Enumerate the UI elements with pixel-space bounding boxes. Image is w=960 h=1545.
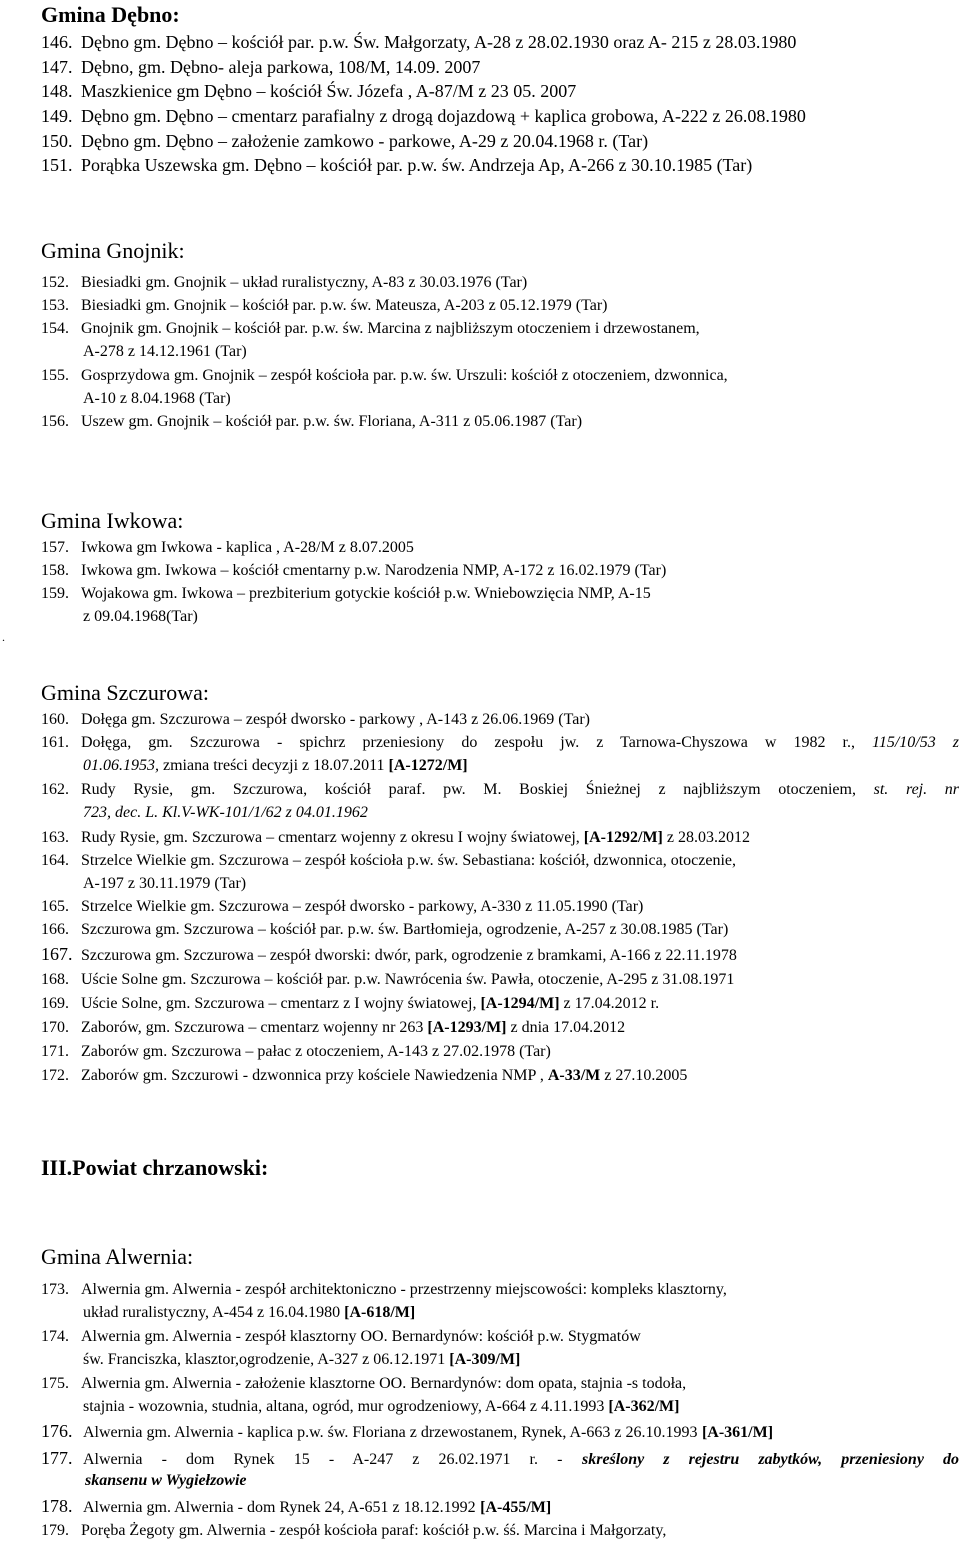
entry-number: 163.	[41, 829, 69, 846]
entry-text: Szczurowa gm. Szczurowa – kościół par. p.w. św. Bartłomieja, ogrodzenie, A-257 z 30.08.1985 (Tar)	[81, 921, 729, 938]
entry-text: Poręba Żegoty gm. Alwernia - zespół kościoła paraf: kościół p.w. śś. Marcina i Małgorzaty,	[81, 1522, 667, 1539]
entry-text: Alwernia gm. Alwernia - założenie klasztorne OO. Bernardynów: dom opata, stajnia -s todoła,	[81, 1375, 687, 1392]
register-number: [A-1272/M]	[388, 757, 468, 774]
entry-cont-text: układ ruralistyczny, A-454 z 16.04.1980	[83, 1304, 341, 1321]
entry-text: Gnojnik gm. Gnojnik – kościół par. p.w. św. Marcina z najbliższym otoczeniem i drzewostanem,	[81, 320, 700, 337]
entry-number: 152.	[41, 274, 69, 291]
register-number: [A-361/M]	[701, 1424, 774, 1441]
entry-164-continuation: A-197 z 30.11.1979 (Tar)	[83, 875, 247, 892]
entry-number: 179.	[41, 1522, 69, 1539]
entry-number: 176.	[41, 1421, 73, 1441]
entry-cont-italic: 723, dec. L. Kl.V-WK-101/1/62 z 04.01.1962	[83, 804, 368, 821]
register-number: [A-455/M]	[480, 1499, 552, 1516]
entry-number: 175.	[41, 1375, 69, 1392]
entry-173-continuation	[83, 1303, 415, 1323]
entry-number: 166.	[41, 921, 69, 938]
entry-number: 161.	[41, 734, 69, 751]
entry-166	[41, 920, 728, 940]
entry-168	[41, 970, 734, 990]
heading-gmina-gnojnik: Gmina Gnojnik:	[41, 238, 185, 263]
entry-text: Biesiadki gm. Gnojnik – układ ruralistyczny, A-83 z 30.03.1976 (Tar)	[81, 274, 528, 291]
register-number: [A-1294/M]	[480, 995, 560, 1012]
entry-number: 153.	[41, 297, 69, 314]
entry-text: Alwernia gm. Alwernia - kaplica p.w. św. Floriana z drzewostanem, Rynek, A-663 z 26.10.1993	[83, 1424, 698, 1441]
entry-number: 172.	[41, 1067, 69, 1084]
entry-cont-text: zmiana treści decyzji z 18.07.2011	[163, 757, 385, 774]
entry-177	[41, 1448, 959, 1470]
entry-149	[41, 106, 806, 126]
entry-number: 170.	[41, 1019, 69, 1036]
entry-159-continuation: z 09.04.1968(Tar)	[83, 608, 198, 625]
entry-159	[41, 584, 651, 604]
register-number: [A-1292/M]	[583, 829, 663, 846]
entry-174-continuation	[83, 1350, 520, 1370]
entry-text-tail: z 28.03.2012	[666, 829, 750, 846]
register-number: [A-362/M]	[608, 1398, 680, 1415]
entry-147	[41, 57, 480, 77]
entry-number: 151.	[41, 155, 73, 175]
entry-text: Rudy Rysie, gm. Szczurowa, kościół paraf. pw. M. Boskiej Śnieżnej z najbliższym otoczeniem,	[81, 781, 856, 798]
entry-cont-italic: 01.06.1953,	[83, 757, 159, 774]
register-number: A-33/M	[547, 1067, 601, 1084]
register-number: [A-618/M]	[344, 1304, 416, 1321]
entry-150	[41, 131, 648, 151]
entry-text: Iwkowa gm. Iwkowa – kościół cmentarny p.w. Narodzenia NMP, A-172 z 16.02.1979 (Tar)	[81, 562, 667, 579]
entry-number: 167.	[41, 944, 73, 964]
entry-number: 174.	[41, 1328, 69, 1345]
entry-175-continuation	[83, 1397, 679, 1417]
entry-text-tail: z 27.10.2005	[604, 1067, 688, 1084]
strike-note: skreślony z rejestru zabytków, przeniesiony do	[581, 1451, 960, 1468]
entry-text: Porąbka Uszewska gm. Dębno – kościół par. p.w. św. Andrzeja Ap, A-266 z 30.10.1985 (Tar)	[81, 155, 753, 175]
entry-number: 159.	[41, 585, 69, 602]
entry-170	[41, 1018, 625, 1038]
entry-text: Uszew gm. Gnojnik – kościół par. p.w. św. Floriana, A-311 z 05.06.1987 (Tar)	[81, 413, 583, 430]
entry-175	[41, 1374, 686, 1394]
entry-text: Dębno gm. Dębno – cmentarz parafialny z drogą dojazdową + kaplica grobowa, A-222 z 26.08.1980	[81, 106, 806, 126]
entry-146	[41, 32, 796, 52]
entry-number: 158.	[41, 562, 69, 579]
entry-text: Alwernia gm. Alwernia - zespół architektoniczno - przestrzenny miejscowości: kompleks klasztorny,	[81, 1281, 727, 1298]
entry-162	[41, 780, 959, 800]
entry-151	[41, 155, 752, 175]
entry-177-continuation	[85, 1471, 247, 1491]
entry-text: Uście Solne gm. Szczurowa – kościół par. p.w. Nawrócenia św. Pawła, otoczenie, A-295 z 31.08.1971	[81, 971, 735, 988]
entry-number: 165.	[41, 898, 69, 915]
entry-text: Alwernia gm. Alwernia - zespół klasztorny OO. Bernardynów: kościół p.w. Stygmatów	[81, 1328, 641, 1345]
entry-172	[41, 1066, 687, 1086]
entry-number: 156.	[41, 413, 69, 430]
entry-162-continuation	[83, 803, 368, 823]
entry-number: 150.	[41, 131, 73, 151]
entry-number: 148.	[41, 81, 73, 101]
entry-174	[41, 1327, 641, 1347]
entry-text: Zaborów gm. Szczurowa – pałac z otoczeniem, A-143 z 27.02.1978 (Tar)	[81, 1043, 551, 1060]
entry-169	[41, 994, 659, 1014]
register-number: [A-309/M]	[449, 1351, 521, 1368]
entry-text: Zaborów gm. Szczurowi - dzwonnica przy kościele Nawiedzenia NMP ,	[81, 1067, 544, 1084]
entry-number: 173.	[41, 1281, 69, 1298]
entry-173	[41, 1280, 727, 1300]
entry-cont-text: stajnia - wozownia, studnia, altana, ogród, mur ogrodzeniowy, A-664 z 4.11.1993	[83, 1398, 605, 1415]
entry-text: Wojakowa gm. Iwkowa – prezbiterium gotyckie kościół p.w. Wniebowzięcia NMP, A-15	[81, 585, 651, 602]
entry-155	[41, 366, 728, 386]
heading-gmina-debno: Gmina Dębno:	[41, 2, 180, 27]
entry-cont-text: św. Franciszka, klasztor,ogrodzenie, A-327 z 06.12.1971	[83, 1351, 446, 1368]
entry-number: 155.	[41, 367, 69, 384]
entry-text-italic: 115/10/53 z	[872, 734, 959, 751]
entry-text: Dębno gm. Dębno – założenie zamkowo - parkowe, A-29 z 20.04.1968 r. (Tar)	[81, 131, 649, 151]
entry-number: 146.	[41, 32, 73, 52]
entry-text: Iwkowa gm Iwkowa - kaplica , A-28/M z 8.07.2005	[81, 539, 414, 556]
entry-text: Dołęga gm. Szczurowa – zespół dworsko - parkowy , A-143 z 26.06.1969 (Tar)	[81, 711, 590, 728]
entry-163	[41, 828, 750, 848]
heading-gmina-szczurowa: Gmina Szczurowa:	[41, 680, 209, 705]
entry-text: Dębno gm. Dębno – kościół par. p.w. Św. Małgorzaty, A-28 z 28.02.1930 oraz A- 215 z 28.03.1980	[81, 32, 797, 52]
heading-powiat-chrzanowski: III.Powiat chrzanowski:	[41, 1155, 269, 1180]
entry-number: 171.	[41, 1043, 69, 1060]
entry-number: 168.	[41, 971, 69, 988]
entry-text: Alwernia gm. Alwernia - dom Rynek 24, A-651 z 18.12.1992	[83, 1499, 476, 1516]
entry-text: Biesiadki gm. Gnojnik – kościół par. p.w. św. Mateusza, A-203 z 05.12.1979 (Tar)	[81, 297, 608, 314]
entry-155-continuation: A-10 z 8.04.1968 (Tar)	[83, 390, 231, 407]
register-number: [A-1293/M]	[427, 1019, 507, 1036]
entry-text: Dołęga, gm. Szczurowa - spichrz przeniesiony do zespołu jw. z Tarnowa-Chyszowa w 1982 r.,	[81, 734, 855, 751]
entry-text: Maszkienice gm Dębno – kościół Św. Józefa , A-87/M z 23 05. 2007	[81, 81, 577, 101]
entry-number: 164.	[41, 852, 69, 869]
entry-179	[41, 1521, 666, 1541]
entry-text: Strzelce Wielkie gm. Szczurowa – zespół dworsko - parkowy, A-330 z 11.05.1990 (Tar)	[81, 898, 644, 915]
entry-165	[41, 897, 643, 917]
entry-text: Szczurowa gm. Szczurowa – zespół dworski: dwór, park, ogrodzenie z bramkami, A-166 z 22.11.1978	[81, 947, 737, 964]
entry-text: Alwernia - dom Rynek 15 - A-247 z 26.02.1971 r. -	[83, 1451, 563, 1468]
heading-gmina-iwkowa: Gmina Iwkowa:	[41, 508, 184, 533]
entry-cont-bold-italic	[85, 1472, 247, 1489]
strike-note-cont: skansenu w Wygiełzowie	[85, 1472, 247, 1489]
entry-167	[41, 944, 737, 966]
entry-text: Strzelce Wielkie gm. Szczurowa – zespół kościoła p.w. św. Sebastiana: kościół, dzwonnica, otoczenie,	[81, 852, 737, 869]
entry-number: 154.	[41, 320, 69, 337]
entry-171	[41, 1042, 551, 1062]
entry-text: Uście Solne, gm. Szczurowa – cmentarz z I wojny światowej,	[81, 995, 477, 1012]
entry-154	[41, 319, 700, 339]
entry-text-tail: z 17.04.2012 r.	[563, 995, 660, 1012]
entry-text: Rudy Rysie, gm. Szczurowa – cmentarz wojenny z okresu I wojny światowej,	[81, 829, 580, 846]
entry-176	[41, 1421, 773, 1443]
entry-152	[41, 273, 527, 293]
stray-dot: .	[2, 630, 5, 644]
entry-160	[41, 710, 590, 730]
entry-text-bold-italic	[582, 1451, 959, 1468]
entry-text: Gosprzydowa gm. Gnojnik – zespół kościoła par. p.w. św. Urszuli: kościół z otoczeniem, dzwonnica,	[81, 367, 728, 384]
entry-text-italic: st. rej. nr	[873, 781, 959, 798]
entry-161	[41, 733, 959, 753]
entry-161-continuation	[83, 756, 468, 776]
entry-164	[41, 851, 736, 871]
entry-number: 177.	[41, 1448, 73, 1468]
entry-number: 162.	[41, 781, 69, 798]
entry-text-tail: z dnia 17.04.2012	[510, 1019, 626, 1036]
entry-158	[41, 561, 666, 581]
heading-gmina-alwernia: Gmina Alwernia:	[41, 1244, 194, 1269]
entry-number: 149.	[41, 106, 73, 126]
entry-number: 147.	[41, 57, 73, 77]
entry-148	[41, 81, 576, 101]
entry-number: 157.	[41, 539, 69, 556]
entry-text: Zaborów, gm. Szczurowa – cmentarz wojenny nr 263	[81, 1019, 424, 1036]
entry-text: Dębno, gm. Dębno- aleja parkowa, 108/M, 14.09. 2007	[81, 57, 481, 77]
entry-153	[41, 296, 608, 316]
entry-178	[41, 1496, 551, 1518]
entry-number: 160.	[41, 711, 69, 728]
entry-157	[41, 538, 414, 558]
entry-number: 178.	[41, 1496, 73, 1516]
entry-number: 169.	[41, 995, 69, 1012]
entry-154-continuation: A-278 z 14.12.1961 (Tar)	[83, 343, 247, 360]
entry-156	[41, 412, 582, 432]
